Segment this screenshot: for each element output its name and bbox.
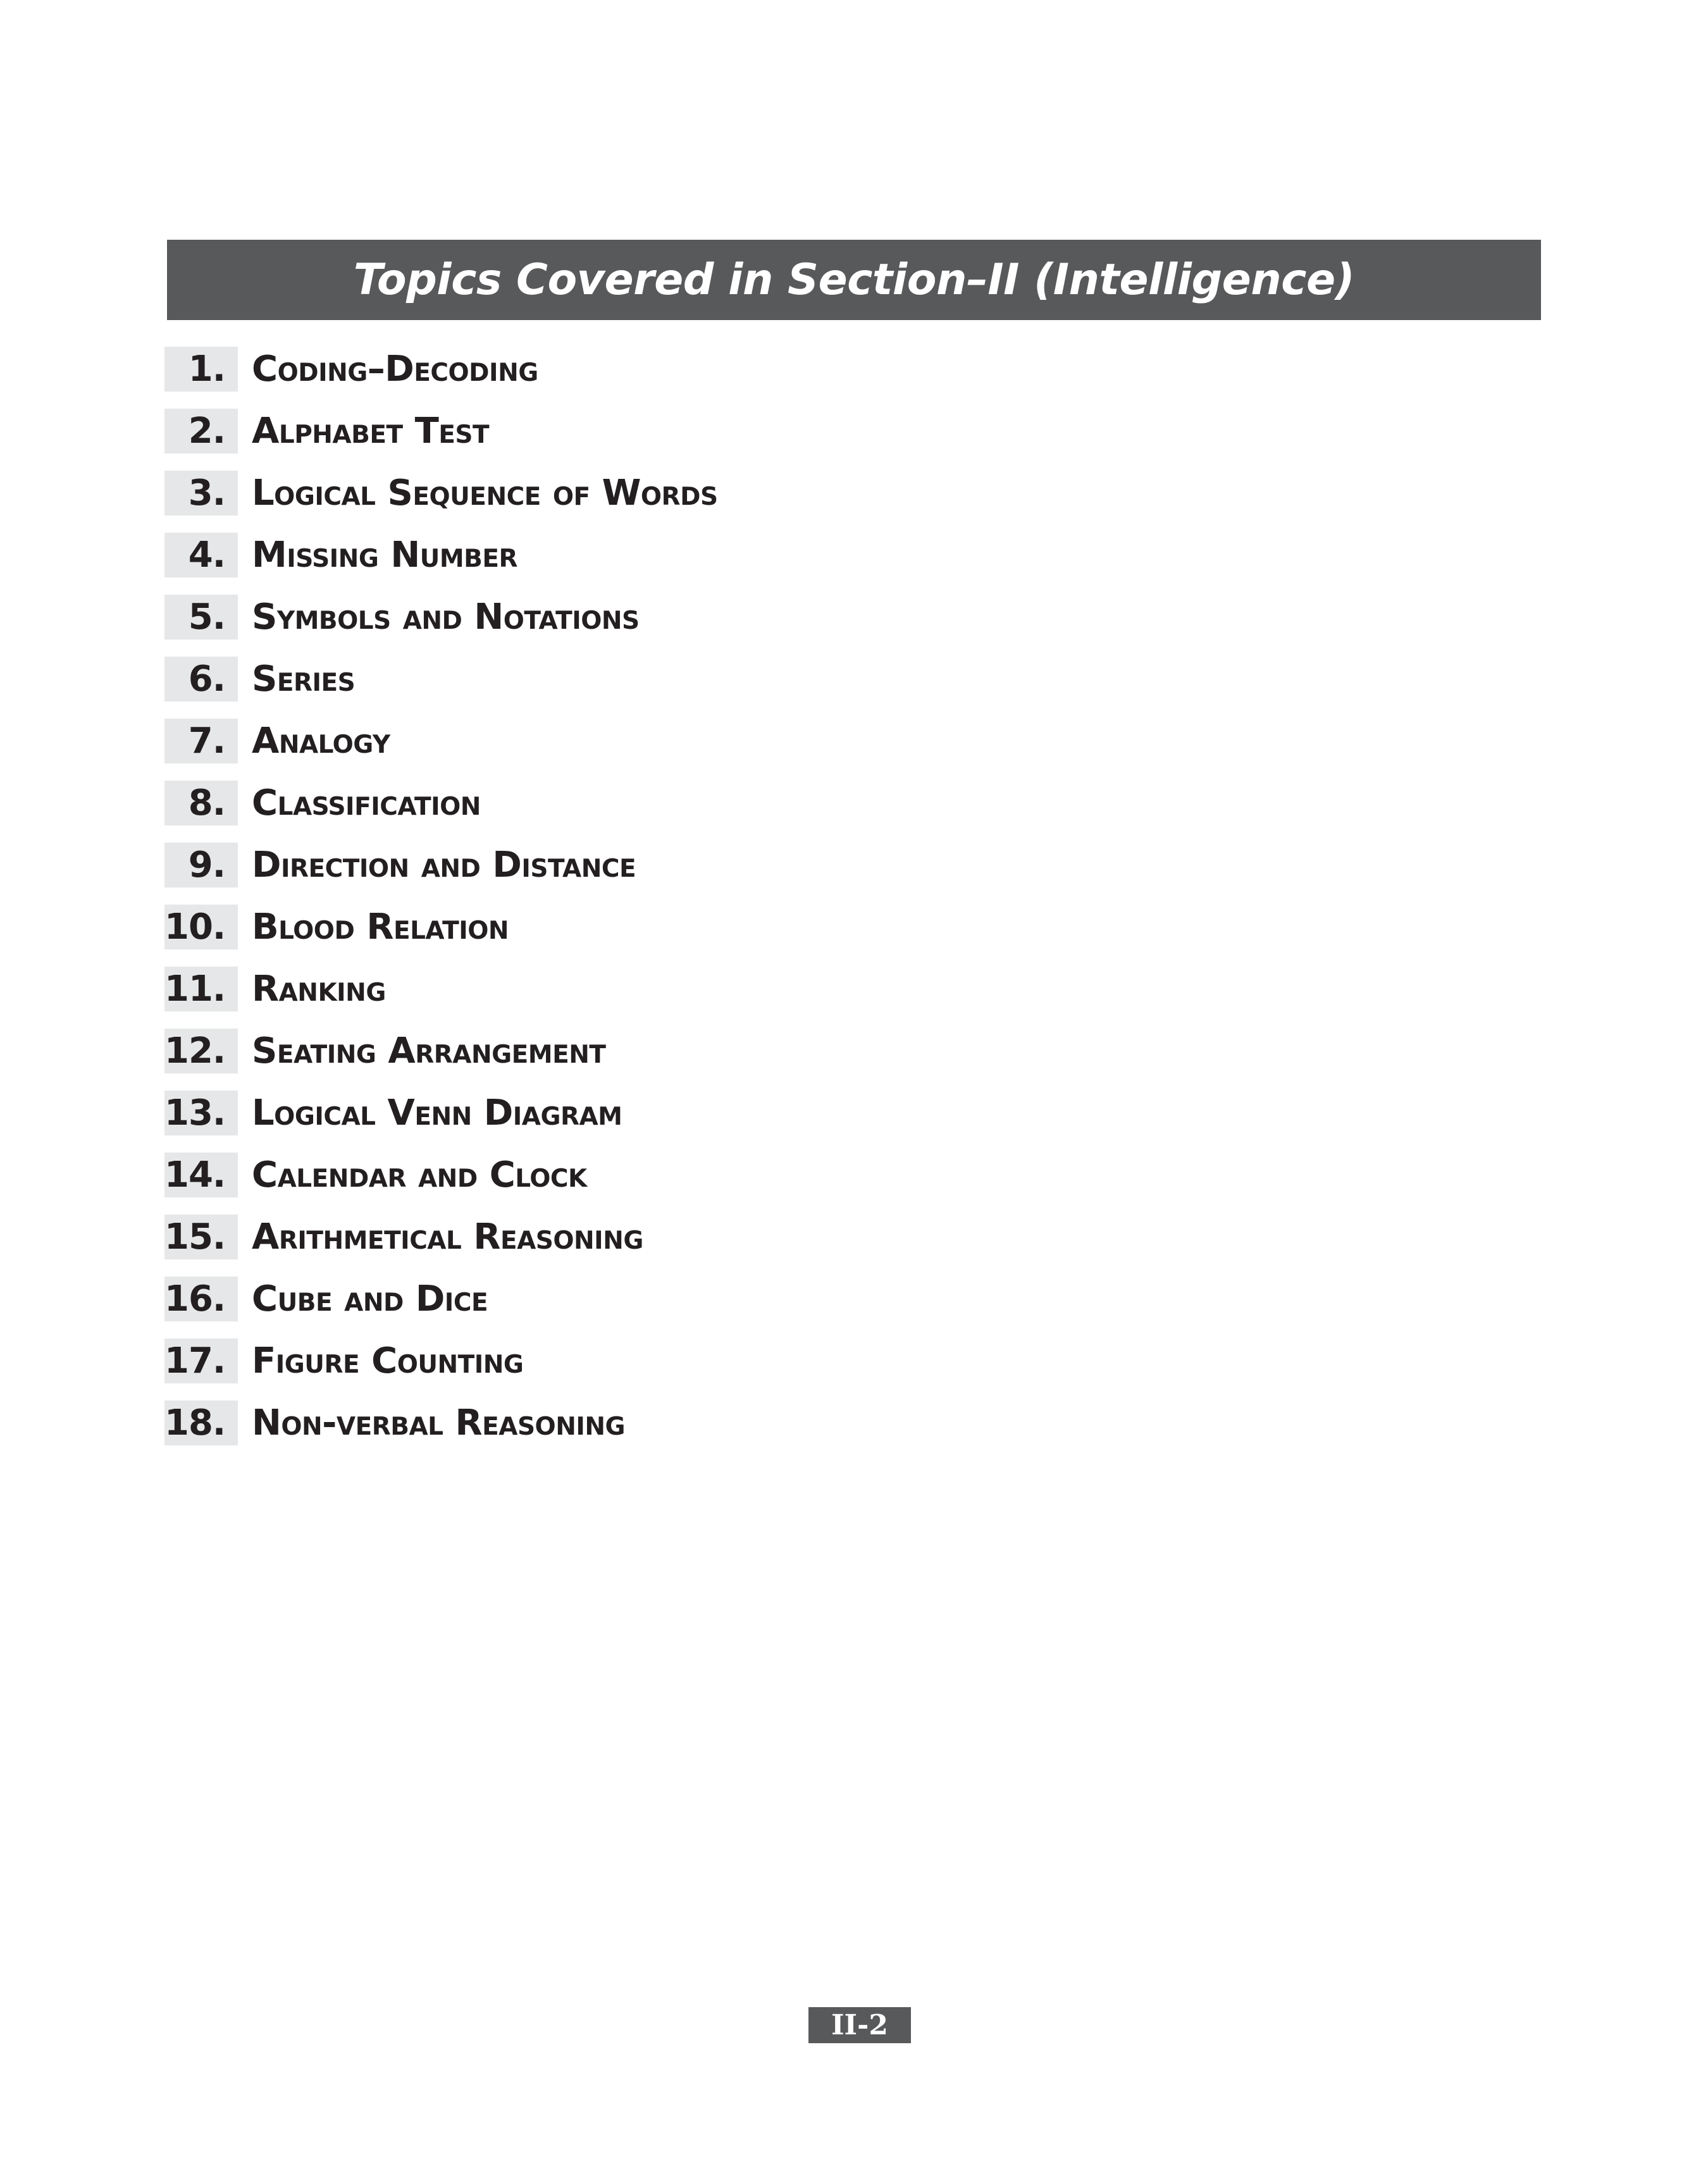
- topic-number: 18.: [164, 1401, 238, 1445]
- topic-item: [164, 1215, 1556, 1259]
- topic-number: 6.: [164, 657, 238, 702]
- topic-label: Seating Arrangement: [252, 1030, 606, 1072]
- topic-number: 16.: [164, 1277, 238, 1321]
- topic-label: Classification: [252, 782, 481, 824]
- topic-number: 2.: [164, 409, 238, 454]
- topic-number: 11.: [164, 967, 238, 1011]
- topic-item: [164, 1339, 1556, 1383]
- topic-item: [164, 1091, 1556, 1135]
- topic-item: [164, 347, 1556, 392]
- topic-number: 4.: [164, 533, 238, 578]
- topic-number: 9.: [164, 843, 238, 887]
- topic-item: [164, 843, 1556, 887]
- topic-label: Direction and Distance: [252, 844, 636, 886]
- topic-label: Calendar and Clock: [252, 1154, 587, 1196]
- topic-item: [164, 781, 1556, 826]
- topic-label: Symbols and Notations: [252, 597, 640, 638]
- topic-number: 14.: [164, 1153, 238, 1197]
- topic-item: [164, 471, 1556, 516]
- topic-item: [164, 409, 1556, 454]
- topic-label: Blood Relation: [252, 906, 509, 948]
- topic-label: Missing Number: [252, 535, 518, 576]
- topic-number: 5.: [164, 595, 238, 640]
- topic-number: 8.: [164, 781, 238, 826]
- section-title-bar: [167, 240, 1541, 320]
- topic-label: Cube and Dice: [252, 1278, 488, 1320]
- topic-item: [164, 1029, 1556, 1073]
- topic-item: [164, 533, 1556, 578]
- page-number-badge: II-2: [808, 2007, 911, 2043]
- topic-label: Logical Sequence of Words: [252, 473, 718, 514]
- topic-item: [164, 1153, 1556, 1197]
- topic-label: Non-verbal Reasoning: [252, 1402, 626, 1444]
- topic-label: Logical Venn Diagram: [252, 1092, 622, 1134]
- topic-label: Alphabet Test: [252, 411, 490, 452]
- topic-item: [164, 595, 1556, 640]
- topic-number: 10.: [164, 905, 238, 949]
- topic-item: [164, 905, 1556, 949]
- topic-item: [164, 1277, 1556, 1321]
- topic-label: Series: [252, 659, 356, 700]
- topic-label: Analogy: [252, 720, 390, 762]
- topics-list: [164, 347, 1556, 1463]
- topic-number: 15.: [164, 1215, 238, 1259]
- topic-item: [164, 719, 1556, 764]
- topic-number: 13.: [164, 1091, 238, 1135]
- topic-item: [164, 967, 1556, 1011]
- topic-label: Ranking: [252, 968, 386, 1010]
- topic-item: [164, 657, 1556, 702]
- topic-item: [164, 1401, 1556, 1445]
- topic-number: 12.: [164, 1029, 238, 1073]
- topic-number: 3.: [164, 471, 238, 516]
- topic-number: 7.: [164, 719, 238, 764]
- topic-label: Arithmetical Reasoning: [252, 1216, 643, 1258]
- topic-label: Coding–Decoding: [252, 349, 538, 390]
- topic-label: Figure Counting: [252, 1340, 524, 1382]
- topic-number: 1.: [164, 347, 238, 392]
- topic-number: 17.: [164, 1339, 238, 1383]
- section-title: Topics Covered in Section–II (Intelligence): [353, 255, 1355, 305]
